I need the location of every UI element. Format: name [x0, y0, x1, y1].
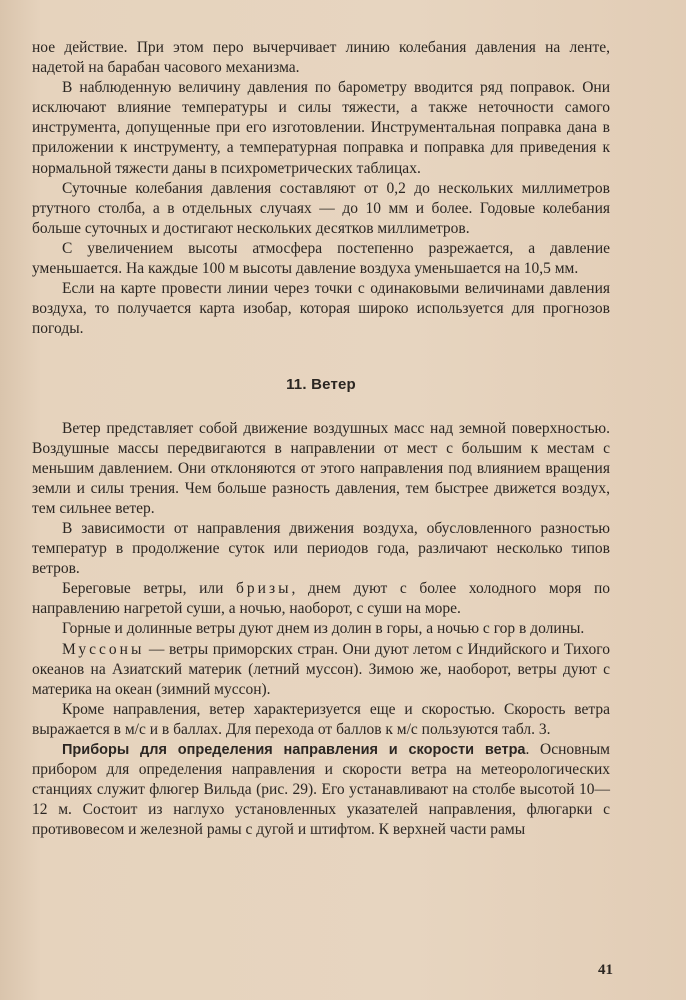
- paragraph: ное действие. При этом перо вычерчивает линию колебания давления на ленте, надетой на барабан часового механизма.: [32, 39, 610, 77]
- term-monsoons: Муссоны: [62, 640, 145, 658]
- breezes-lead: Береговые ветры, или: [62, 580, 224, 598]
- paragraph: В наблюденную величину давления по барометру вводится ряд поправок. Они исключают влияние температуры и силы тяжести, а также неточности самого инструмента, допущенные при его изготовлении. Инструментальная поправка дана в приложении к инструменту, а температурная поправка и поправка для приведения к нормальной тяжести даны в психрометрических таблицах.: [32, 79, 610, 177]
- paragraph: С увеличением высоты атмосфера постепенно разрежается, а давление уменьшается. На каждые 100 м высоты давление воздуха уменьшается на 10,5 мм.: [32, 239, 610, 278]
- paragraph: Суточные колебания давления составляют от 0,2 до нескольких миллиметров ртутного столба, а в отдельных случаях — до 10 мм и более. Годовые колебания больше суточных и достигают нескольких десятков миллиметров.: [32, 179, 610, 237]
- paragraph: Кроме направления, ветер характеризуется еще и скоростью. Скорость ветра выражается в м/с и в баллах. Для перехода от баллов к м/с пользуются табл. 3.: [32, 700, 610, 738]
- instruments-rest: . Основным прибором для определения направления и скорости ветра на метеорологических станциях служит флюгер Вильда (рис. 29). Его устанавливают на столбе высотой 10—12 м. Состоит из наглухо установленных указателей направления, флюгарки с противовесом и железной рамы с дугой и штифтом. К верхней части рамы: [32, 741, 610, 839]
- section-heading: 11. Ветер: [286, 376, 356, 394]
- instruments-lead: Приборы для определения направления и скорости ветра: [62, 742, 526, 758]
- breezes-rest: , днем дуют с более холодного моря по направлению нагретой суши, а ночью, наоборот, с суши на море.: [32, 580, 611, 618]
- term-breezes: бризы: [236, 580, 292, 598]
- monsoons-rest: — ветры приморских стран. Они дуют летом с Индийского и Тихого океанов на Азиатский материк (летний муссон). Зимою же, наоборот, ветры дуют с материка на океан (зимний муссон).: [32, 640, 610, 698]
- paragraph: Если на карте провести линии через точки с одинаковыми величинами давления воздуха, то получается карта изобар, которая широко используется для прогнозов погоды.: [32, 280, 610, 338]
- page-number: 41: [598, 962, 613, 978]
- page-text: [32, 38, 610, 840]
- paragraph-instruments: [32, 740, 610, 840]
- paragraph: Горные и долинные ветры дуют днем из долин в горы, а ночью с гор в долины.: [62, 620, 585, 638]
- paragraph: В зависимости от направления движения воздуха, обусловленного разностью температур в продолжение суток или периодов года, различают несколько типов ветров.: [32, 519, 610, 578]
- paragraph-breezes: [32, 579, 610, 619]
- paragraph: Ветер представляет собой движение воздушных масс над земной поверхностью. Воздушные массы передвигаются в направлении от мест с большим к местам с меньшим давлением. Они отклоняются от этого направления под влиянием вращения земли и силы трения. Чем больше разность давления, тем быстрее движется воздух, тем сильнее ветер.: [32, 419, 610, 517]
- paragraph-monsoons: [32, 640, 610, 700]
